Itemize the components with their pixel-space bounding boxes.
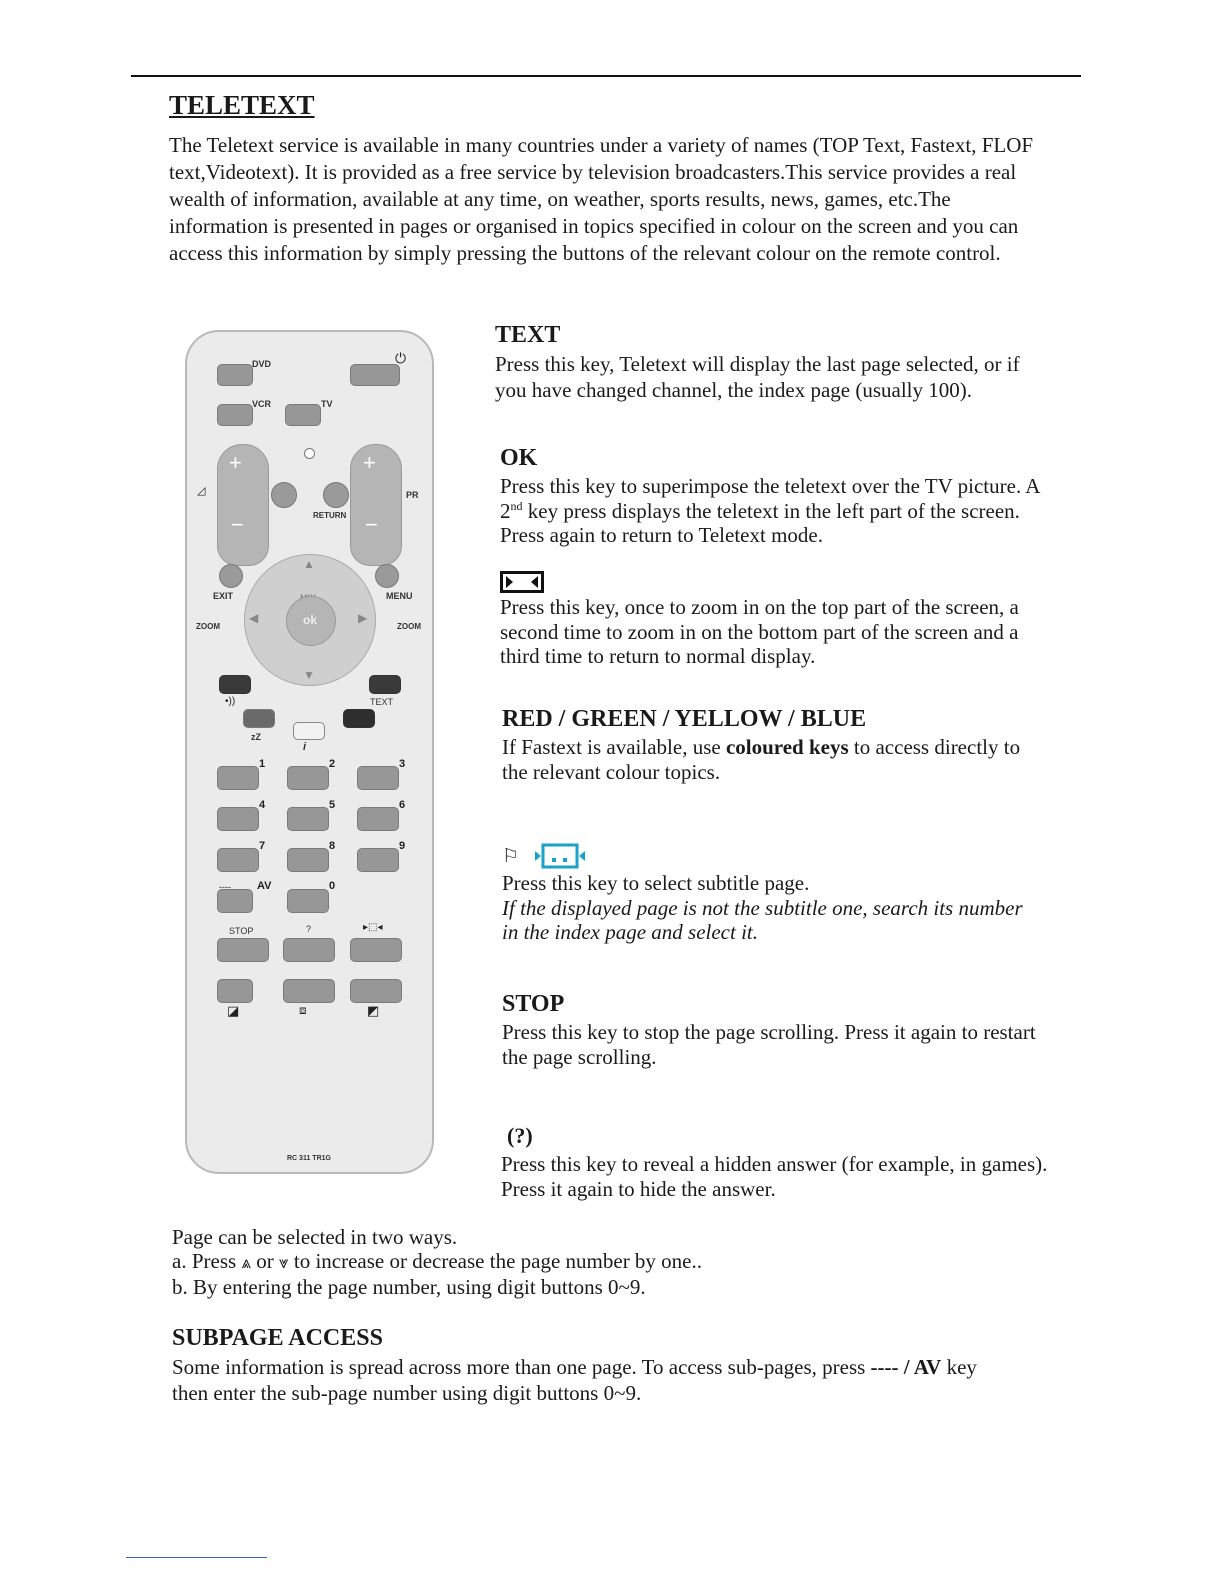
arrow-up-icon: ▲ [303, 557, 315, 571]
section-reveal-body: Press this key to reveal a hidden answer (for example, in games). Press it again to hide the answer. [501, 1152, 1048, 1201]
section-stop-heading: STOP [502, 991, 565, 1017]
info-label: i [303, 741, 307, 753]
digit-key-4 [217, 807, 259, 831]
minus-icon: − [365, 512, 378, 537]
page-up-icon: ⩓ [241, 1253, 252, 1273]
menu-label: MENU [386, 591, 413, 601]
av-label: AV [257, 880, 272, 892]
page-selection [172, 1225, 972, 1299]
zoom-icon [500, 571, 544, 593]
subtitle-key [350, 938, 402, 962]
section-ok-body: Press this key to superimpose the teletext over the TV picture. A 2nd key press displays the teletext in the left part of the screen. Press again to return to Teletext mode. [500, 474, 1040, 547]
tv-button [285, 404, 321, 426]
arrow-right-icon: ▶ [358, 611, 368, 625]
section-ok-heading: OK [500, 445, 538, 471]
dvd-label: DVD [252, 359, 272, 369]
power-button [350, 364, 400, 386]
digit-label-0: 0 [329, 880, 336, 892]
section-subpage-body: Some information is spread across more than one page. To access sub-pages, press ---- / AV key then enter the sub-page number using digit buttons 0~9. [172, 1355, 977, 1405]
sleep-label: zZ [251, 732, 261, 742]
subtitle-icon-row [502, 843, 1042, 871]
digit-key-7 [217, 848, 259, 872]
return-button [323, 482, 349, 508]
section-stop [502, 990, 1042, 1069]
plus-icon: + [363, 450, 376, 475]
digit-key-6 [357, 807, 399, 831]
section-reveal-heading: (?) [507, 1123, 533, 1148]
exit-button [219, 564, 243, 588]
power-icon: ⏻ [395, 350, 407, 366]
subtitle-icon [534, 843, 586, 869]
digit-label-4: 4 [259, 799, 266, 811]
digit-label-1: 1 [259, 758, 266, 770]
remote-model: RC 311 TR1G [287, 1155, 331, 1162]
section-subpage-heading: SUBPAGE ACCESS [172, 1325, 383, 1351]
mute-button [271, 482, 297, 508]
footer-rule [126, 1557, 267, 1558]
arrow-left-icon: ◀ [249, 611, 259, 625]
red-key [219, 675, 251, 694]
dvd-button [217, 364, 253, 386]
yellow-key [343, 709, 375, 728]
vcr-button [217, 404, 253, 426]
digit-key-0 [287, 889, 329, 913]
section-text [495, 321, 1055, 403]
stop-label: STOP [229, 926, 254, 936]
subtitle-small-icon: ▸⬚◂ [363, 922, 383, 933]
section-stop-body: Press this key to stop the page scrolling. Press it again to restart the page scrolling. [502, 1020, 1036, 1069]
digit-label-9: 9 [399, 840, 406, 852]
zoom-key [283, 979, 335, 1003]
section-subtitle [502, 843, 1042, 945]
digit-key-8 [287, 848, 329, 872]
section-zoom-body: Press this key, once to zoom in on the top part of the screen, a second time to zoom in on the bottom part of the screen and a third time to return to normal display. [500, 595, 1019, 668]
digit-label-6: 6 [399, 799, 406, 811]
mix-mode-icon: ◪ [227, 1003, 240, 1018]
section-text-heading: TEXT [495, 322, 561, 348]
digit-label-5: 5 [329, 799, 336, 811]
hold-key [350, 979, 402, 1003]
ok-mode-key [217, 979, 253, 1003]
volume-icon: ◿ [197, 485, 206, 497]
digit-label-8: 8 [329, 840, 336, 852]
av-key [217, 889, 253, 913]
led-indicator [304, 448, 315, 459]
page-selection-line2: a. Press ⩓ or ⩔ to increase or decrease the page number by one.. [172, 1249, 703, 1273]
plus-icon: + [229, 450, 242, 475]
digit-label-3: 3 [399, 758, 406, 770]
return-label: RETURN [313, 511, 347, 520]
digit-label-7: 7 [259, 840, 266, 852]
section-subtitle-body: Press this key to select subtitle page. [502, 871, 810, 895]
remote-control-illustration [185, 330, 434, 1174]
vcr-label: VCR [252, 399, 272, 409]
flag-icon: ⚐ [502, 846, 520, 867]
reveal-key [283, 938, 335, 962]
minus-icon: − [231, 512, 244, 537]
page-selection-line3: b. By entering the page number, using digit buttons 0~9. [172, 1275, 646, 1299]
arrow-down-icon: ▼ [303, 668, 315, 682]
info-button [293, 722, 325, 740]
section-colour-heading: RED / GREEN / YELLOW / BLUE [502, 706, 867, 732]
digit-key-5 [287, 807, 329, 831]
program-rocker [350, 444, 402, 566]
digit-key-2 [287, 766, 329, 790]
section-colour-keys [502, 705, 1042, 784]
section-subpage [172, 1324, 1012, 1406]
blue-key [369, 675, 401, 694]
digit-label-2: 2 [329, 758, 336, 770]
zoom-small-icon: ⧈ [299, 1003, 307, 1017]
section-zoom [500, 571, 1040, 669]
navigation-pad [244, 554, 376, 686]
green-key [243, 709, 275, 728]
menu-button [375, 564, 399, 588]
digit-key-9 [357, 848, 399, 872]
tv-label: TV [321, 399, 333, 409]
ok-label: ok [303, 613, 318, 627]
page-title: TELETEXT [169, 90, 315, 120]
text-label: TEXT [370, 697, 394, 707]
volume-rocker [217, 444, 269, 566]
zoom-plus-label: ZOOM [397, 622, 421, 631]
section-reveal [501, 1122, 1051, 1201]
page-down-icon: ⩔ [279, 1253, 289, 1273]
digit-key-3 [357, 766, 399, 790]
section-ok [500, 444, 1060, 548]
ok-button [286, 596, 336, 646]
section-colour-body: If Fastext is available, use coloured keys to access directly to the relevant colour topics. [502, 735, 1021, 784]
section-subtitle-note: If the displayed page is not the subtitle one, search its number in the index page and select it. [502, 895, 1023, 944]
dashes-label: ---- [219, 882, 231, 892]
digit-key-1 [217, 766, 259, 790]
section-text-body: Press this key, Teletext will display the last page selected, or if you have changed channel, the index page (usually 100). [495, 352, 1020, 402]
zoom-minus-label: ZOOM [196, 622, 220, 631]
stop-key [217, 938, 269, 962]
exit-label: EXIT [213, 591, 234, 601]
page-selection-line1: Page can be selected in two ways. [172, 1225, 458, 1249]
intro-paragraph: The Teletext service is available in many countries under a variety of names (TOP Text, Fastext, FLOF text,Videotext). It is provided as a free service by television broadcasters.This service provides a real wealth of information, available at any time, on weather, sports results, news, games, etc.The information is presented in pages or organised in topics specified in colour on the screen and you can access this information by simply pressing the buttons of the relevant colour on the remote control. [169, 133, 1034, 265]
pr-label: PR [406, 490, 419, 500]
header-rule [131, 75, 1081, 77]
hold-icon: ◩ [367, 1003, 380, 1018]
sound-icon: •)) [225, 696, 236, 707]
reveal-label: ? [306, 924, 312, 934]
